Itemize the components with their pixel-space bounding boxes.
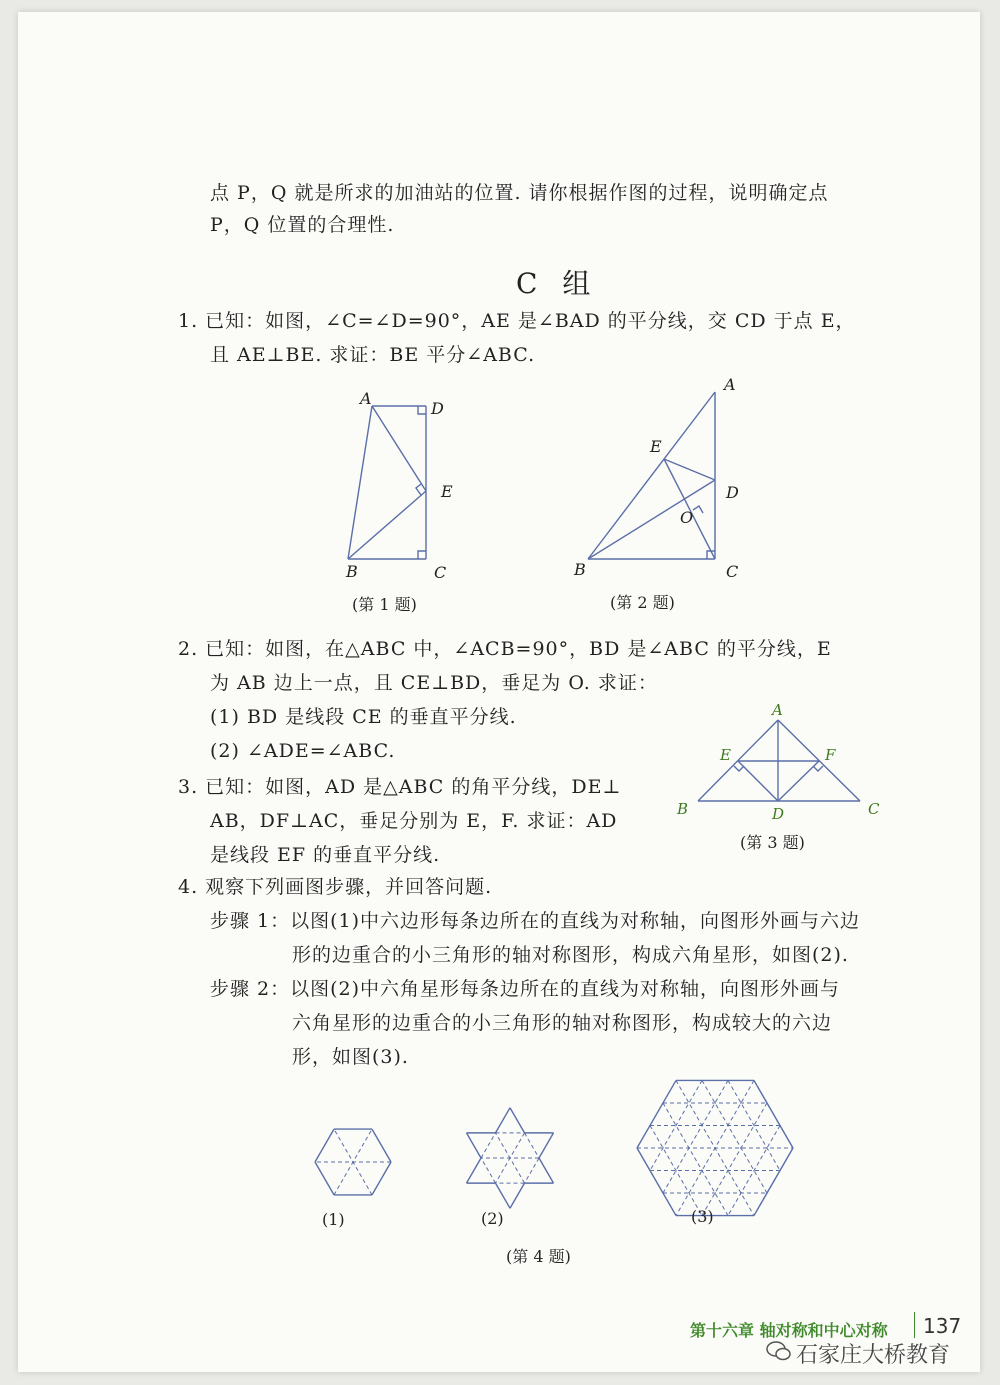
figure-2-caption: (第 2 题) [610,593,675,612]
label-b: B [346,562,358,581]
intro-line-1: 点 P，Q 就是所求的加油站的位置. 请你根据作图的过程，说明确定点 [210,182,829,204]
figure-1-caption: (第 1 题) [352,595,417,614]
hexagon-edge [315,1162,334,1195]
hexagram-inner-line [525,1133,540,1158]
hexagram-figure-2 [467,1108,554,1208]
right-angle-o [693,506,703,513]
problem-3-line-1: 3. 已知：如图，AD 是△ABC 的角平分线，DE⊥ [178,776,622,798]
label-b: B [677,800,689,818]
figure-4-sub-caption-2: (2) [481,1209,504,1228]
figure-4 [278,1062,798,1222]
hexagon-edge [372,1162,391,1195]
segment-ae [372,406,426,491]
right-angle-d [418,406,426,414]
right-angle-c [418,551,426,559]
footer-divider [914,1312,915,1338]
textbook-page [18,12,980,1372]
label-e: E [441,482,453,501]
hexagram-edge [496,1108,511,1133]
problem-4-line-1: 4. 观察下列画图步骤，并回答问题. [178,876,493,898]
segment-ab [348,406,372,559]
label-d: D [726,483,739,502]
watermark-text: 石家庄大桥教育 [796,1343,951,1368]
figure-4-sub-caption-3: (3) [691,1207,714,1226]
intro-line-2: P，Q 位置的合理性. [210,214,395,236]
segment-de [664,459,715,480]
problem-4-step-1a: 步骤 1：以图(1)中六边形每条边所在的直线为对称轴，向图形外画与六边 [210,910,861,932]
segment-be [348,491,426,559]
hexagon-edge [315,1129,334,1162]
segment-ab [588,392,715,559]
problem-4-step-2b: 六角星形的边重合的小三角形的轴对称图形，构成较大的六边 [292,1012,833,1034]
label-a: A [724,375,736,394]
problem-2-sub-1: (1) BD 是线段 CE 的垂直平分线. [210,706,517,728]
chapter-footer: 第十六章 轴对称和中心对称 [690,1321,888,1340]
segment-df [778,761,819,801]
segment-bd [588,480,715,559]
hexagram-edge [467,1133,482,1158]
label-o: O [680,508,694,527]
hexagram-edge [510,1108,525,1133]
label-e: E [650,437,662,456]
lattice-line [663,1103,728,1216]
figure-1 [328,387,478,587]
label-a: A [772,701,783,719]
problem-3-line-2: AB，DF⊥AC，垂足分别为 E，F. 求证：AD [210,810,618,832]
problem-1-line-2: 且 AE⊥BE. 求证：BE 平分∠ABC. [210,344,536,366]
right-angle-f [813,766,823,771]
problem-2-line-1: 2. 已知：如图，在△ABC 中，∠ACB=90°，BD 是∠ABC 的平分线，E [178,638,832,660]
hexagram-edge [496,1183,511,1208]
lattice-line [702,1080,767,1193]
label-c: C [434,563,447,582]
label-e: E [720,746,731,764]
page-number: 137 [923,1314,962,1338]
label-a: A [360,389,372,408]
label-b: B [574,560,586,579]
label-f: F [825,746,836,764]
large-hexagon-edge [637,1080,676,1148]
segment-de [738,761,778,801]
problem-4-step-2c: 形，如图(3). [292,1046,409,1068]
right-angle-e [734,766,744,771]
label-c: C [868,800,880,818]
hexagon-edge [372,1129,391,1162]
hexagram-inner-line [525,1158,540,1183]
section-title: C 组 [516,267,599,300]
hexagram-inner-line [481,1133,496,1158]
hexagram-edge [539,1133,554,1158]
problem-2-line-2: 为 AB 边上一点，且 CE⊥BD，垂足为 O. 求证： [210,672,658,694]
figure-3-caption: (第 3 题) [740,833,805,852]
lattice-line [663,1080,728,1193]
figure-4-sub-caption-1: (1) [322,1210,345,1229]
right-angle-e [416,484,421,495]
label-d: D [772,805,785,823]
figure-4-caption: (第 4 题) [506,1247,571,1266]
hexagram-inner-line [481,1158,496,1183]
large-hexagon-figure-3 [637,1080,793,1215]
problem-4-step-1b: 形的边重合的小三角形的轴对称图形，构成六角星形，如图(2). [292,944,849,966]
figure-2 [558,367,768,587]
hexagram-edge [467,1158,482,1183]
hexagon-figure-1 [315,1129,391,1195]
problem-3-line-3: 是线段 EF 的垂直平分线. [210,844,441,866]
figure-3 [673,700,888,830]
hexagram-edge [539,1158,554,1183]
hexagram-edge [510,1183,525,1208]
label-c: C [726,562,739,581]
label-d: D [431,399,444,418]
wechat-icon [766,1340,792,1362]
problem-2-sub-2: (2) ∠ADE=∠ABC. [210,740,396,762]
problem-4-step-2a: 步骤 2：以图(2)中六角星形每条边所在的直线为对称轴，向图形外画与 [210,978,841,1000]
lattice-line [702,1103,767,1216]
problem-1-line-1: 1. 已知：如图，∠C=∠D=90°，AE 是∠BAD 的平分线，交 CD 于点 E， [178,310,856,332]
